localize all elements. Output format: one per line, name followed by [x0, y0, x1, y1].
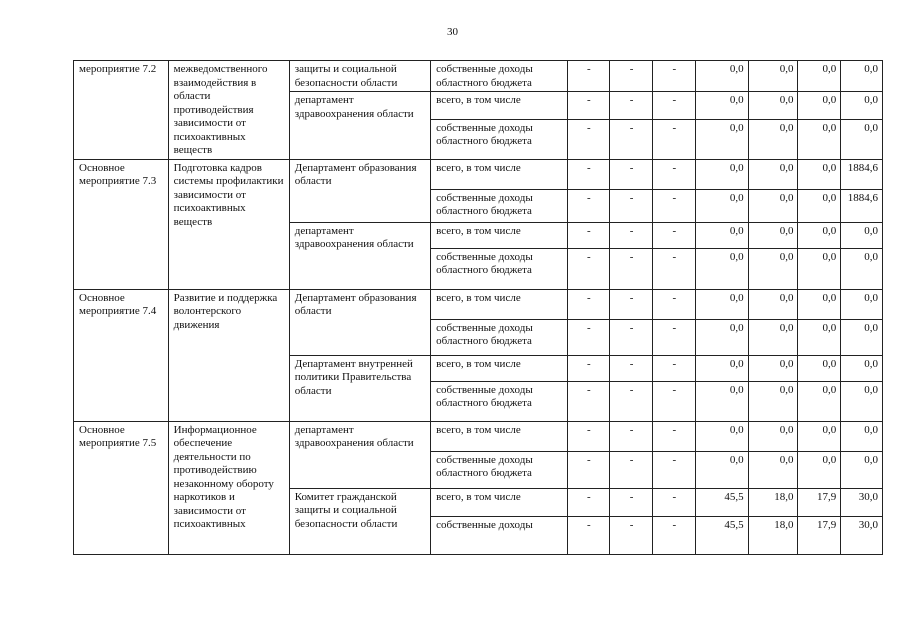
value-cell-v2: 0,0	[748, 119, 798, 159]
value-cell-v3: 0,0	[798, 451, 841, 488]
dash-cell: -	[567, 92, 610, 120]
dash-cell: -	[652, 488, 695, 516]
executor-cell: Департамент внутренней политики Правительства области	[289, 355, 430, 421]
dash-cell: -	[567, 189, 610, 222]
funding-source-cell: всего, в том числе	[431, 92, 567, 120]
funding-source-cell: собственные доходы	[431, 516, 567, 554]
measure-cell: мероприятие 7.2	[74, 61, 169, 160]
dash-cell: -	[567, 61, 610, 92]
dash-cell: -	[610, 289, 653, 319]
value-cell-v3: 0,0	[798, 119, 841, 159]
funding-source-cell: собственные доходы областного бюджета	[431, 319, 567, 355]
measure-name-cell: Информационное обеспечение деятельности по противодействию незаконному обороту наркотиков и зависимости от психоактивных	[168, 421, 289, 554]
value-cell-v4: 0,0	[841, 355, 883, 381]
executor-cell: департамент здравоохранения области	[289, 92, 430, 160]
measure-name-cell: Подготовка кадров системы профилактики зависимости от психоактивных веществ	[168, 159, 289, 289]
dash-cell: -	[652, 319, 695, 355]
value-cell-v2: 0,0	[748, 92, 798, 120]
executor-cell: Комитет гражданской защиты и социальной безопасности области	[289, 488, 430, 554]
dash-cell: -	[610, 355, 653, 381]
dash-cell: -	[610, 248, 653, 289]
value-cell-v3: 17,9	[798, 516, 841, 554]
value-cell-v4: 0,0	[841, 92, 883, 120]
budget-table	[73, 60, 883, 555]
value-cell-v4: 0,0	[841, 222, 883, 248]
value-cell-v1: 0,0	[695, 319, 748, 355]
value-cell-v4: 0,0	[841, 119, 883, 159]
dash-cell: -	[567, 119, 610, 159]
value-cell-v1: 0,0	[695, 92, 748, 120]
value-cell-v4: 0,0	[841, 451, 883, 488]
funding-source-cell: собственные доходы областного бюджета	[431, 451, 567, 488]
dash-cell: -	[567, 222, 610, 248]
value-cell-v1: 0,0	[695, 119, 748, 159]
dash-cell: -	[567, 159, 610, 189]
value-cell-v1: 0,0	[695, 421, 748, 451]
value-cell-v1: 45,5	[695, 488, 748, 516]
dash-cell: -	[610, 381, 653, 421]
funding-source-cell: собственные доходы областного бюджета	[431, 189, 567, 222]
executor-cell: департамент здравоохранения области	[289, 222, 430, 289]
dash-cell: -	[610, 451, 653, 488]
funding-source-cell: всего, в том числе	[431, 488, 567, 516]
value-cell-v1: 0,0	[695, 289, 748, 319]
dash-cell: -	[652, 119, 695, 159]
table-row	[74, 159, 883, 189]
dash-cell: -	[610, 421, 653, 451]
value-cell-v1: 0,0	[695, 61, 748, 92]
value-cell-v2: 0,0	[748, 289, 798, 319]
value-cell-v3: 0,0	[798, 222, 841, 248]
table-row	[74, 61, 883, 92]
dash-cell: -	[610, 159, 653, 189]
dash-cell: -	[567, 355, 610, 381]
dash-cell: -	[610, 61, 653, 92]
measure-name-cell: межведомственного взаимодействия в области противодействия зависимости от психоактивных веществ	[168, 61, 289, 160]
executor-cell: департамент здравоохранения области	[289, 421, 430, 488]
value-cell-v1: 0,0	[695, 159, 748, 189]
executor-cell: Департамент образования области	[289, 159, 430, 222]
dash-cell: -	[567, 421, 610, 451]
dash-cell: -	[610, 516, 653, 554]
funding-source-cell: собственные доходы областного бюджета	[431, 61, 567, 92]
dash-cell: -	[567, 248, 610, 289]
value-cell-v4: 0,0	[841, 421, 883, 451]
dash-cell: -	[567, 381, 610, 421]
dash-cell: -	[652, 516, 695, 554]
dash-cell: -	[567, 319, 610, 355]
funding-source-cell: всего, в том числе	[431, 289, 567, 319]
value-cell-v1: 0,0	[695, 381, 748, 421]
funding-source-cell: собственные доходы областного бюджета	[431, 119, 567, 159]
dash-cell: -	[567, 289, 610, 319]
funding-source-cell: собственные доходы областного бюджета	[431, 381, 567, 421]
dash-cell: -	[610, 222, 653, 248]
dash-cell: -	[652, 421, 695, 451]
measure-cell: Основное мероприятие 7.5	[74, 421, 169, 554]
value-cell-v1: 0,0	[695, 222, 748, 248]
value-cell-v4: 1884,6	[841, 159, 883, 189]
value-cell-v1: 0,0	[695, 248, 748, 289]
value-cell-v2: 0,0	[748, 189, 798, 222]
value-cell-v2: 0,0	[748, 159, 798, 189]
value-cell-v3: 0,0	[798, 289, 841, 319]
value-cell-v3: 0,0	[798, 159, 841, 189]
value-cell-v3: 0,0	[798, 381, 841, 421]
value-cell-v2: 18,0	[748, 516, 798, 554]
value-cell-v4: 0,0	[841, 381, 883, 421]
page-number: 30	[447, 26, 458, 38]
dash-cell: -	[567, 516, 610, 554]
dash-cell: -	[567, 451, 610, 488]
dash-cell: -	[652, 92, 695, 120]
dash-cell: -	[567, 488, 610, 516]
value-cell-v3: 0,0	[798, 421, 841, 451]
measure-cell: Основное мероприятие 7.4	[74, 289, 169, 421]
funding-source-cell: собственные доходы областного бюджета	[431, 248, 567, 289]
value-cell-v2: 0,0	[748, 248, 798, 289]
measure-cell: Основное мероприятие 7.3	[74, 159, 169, 289]
funding-source-cell: всего, в том числе	[431, 355, 567, 381]
value-cell-v1: 0,0	[695, 189, 748, 222]
value-cell-v2: 0,0	[748, 222, 798, 248]
executor-cell: защиты и социальной безопасности области	[289, 61, 430, 92]
executor-cell: Департамент образования области	[289, 289, 430, 355]
value-cell-v1: 45,5	[695, 516, 748, 554]
dash-cell: -	[610, 92, 653, 120]
dash-cell: -	[652, 289, 695, 319]
funding-source-cell: всего, в том числе	[431, 222, 567, 248]
value-cell-v2: 0,0	[748, 61, 798, 92]
dash-cell: -	[610, 319, 653, 355]
value-cell-v2: 0,0	[748, 355, 798, 381]
value-cell-v1: 0,0	[695, 355, 748, 381]
dash-cell: -	[610, 189, 653, 222]
dash-cell: -	[652, 381, 695, 421]
funding-source-cell: всего, в том числе	[431, 159, 567, 189]
value-cell-v4: 30,0	[841, 516, 883, 554]
table-row	[74, 289, 883, 319]
value-cell-v2: 0,0	[748, 381, 798, 421]
value-cell-v3: 0,0	[798, 92, 841, 120]
value-cell-v3: 0,0	[798, 248, 841, 289]
dash-cell: -	[652, 159, 695, 189]
value-cell-v3: 0,0	[798, 355, 841, 381]
value-cell-v4: 0,0	[841, 248, 883, 289]
dash-cell: -	[652, 189, 695, 222]
value-cell-v4: 0,0	[841, 61, 883, 92]
dash-cell: -	[652, 355, 695, 381]
value-cell-v4: 0,0	[841, 289, 883, 319]
value-cell-v4: 30,0	[841, 488, 883, 516]
dash-cell: -	[610, 488, 653, 516]
value-cell-v4: 1884,6	[841, 189, 883, 222]
value-cell-v3: 17,9	[798, 488, 841, 516]
dash-cell: -	[652, 248, 695, 289]
dash-cell: -	[652, 222, 695, 248]
dash-cell: -	[652, 61, 695, 92]
funding-source-cell: всего, в том числе	[431, 421, 567, 451]
table-row	[74, 421, 883, 451]
value-cell-v2: 18,0	[748, 488, 798, 516]
value-cell-v3: 0,0	[798, 189, 841, 222]
value-cell-v2: 0,0	[748, 421, 798, 451]
measure-name-cell: Развитие и поддержка волонтерского движения	[168, 289, 289, 421]
value-cell-v2: 0,0	[748, 451, 798, 488]
value-cell-v4: 0,0	[841, 319, 883, 355]
value-cell-v2: 0,0	[748, 319, 798, 355]
value-cell-v3: 0,0	[798, 319, 841, 355]
value-cell-v3: 0,0	[798, 61, 841, 92]
dash-cell: -	[652, 451, 695, 488]
dash-cell: -	[610, 119, 653, 159]
value-cell-v1: 0,0	[695, 451, 748, 488]
